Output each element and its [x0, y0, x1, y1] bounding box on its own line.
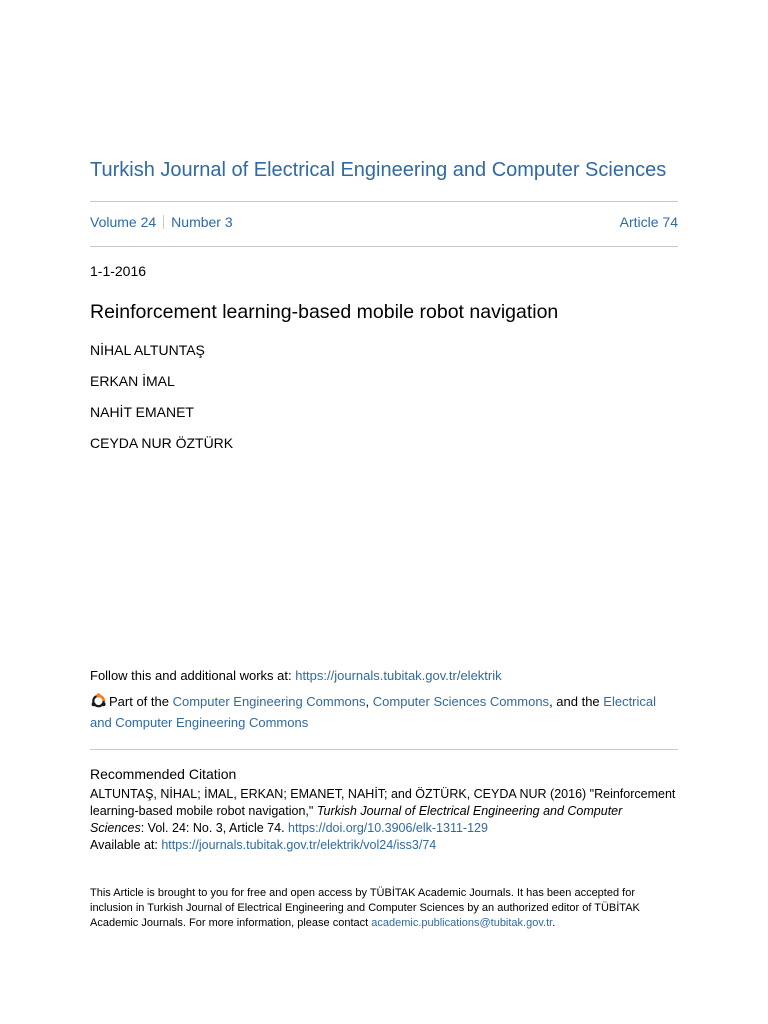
- citation-divider: [90, 749, 678, 750]
- computer-sciences-commons-link[interactable]: Computer Sciences Commons: [372, 694, 550, 709]
- author-1: NİHAL ALTUNTAŞ: [90, 342, 205, 358]
- part-of-sep-1: ,: [365, 694, 373, 709]
- commons-network-icon: [90, 692, 107, 709]
- follow-line: [90, 667, 502, 685]
- author-4: CEYDA NUR ÖZTÜRK: [90, 435, 234, 451]
- recommended-citation-heading: Recommended Citation: [90, 766, 237, 782]
- number-link[interactable]: Number 3: [171, 214, 233, 230]
- available-url-link[interactable]: https://journals.tubitak.gov.tr/elektrik/vol24/iss3/74: [161, 838, 437, 852]
- issue-separator: [163, 215, 164, 229]
- citation-block: [90, 786, 678, 854]
- access-note-text: This Article is brought to you for free and open access by TÜBİTAK Academic Journals. It has been accepted for inclusion in Turkish Journal of Electrical Engineering and Computer Sciences by an authorized editor of TÜBİTAK Academic Journals. For more information, please contact: [90, 887, 640, 929]
- doi-link[interactable]: https://doi.org/10.3906/elk-1311-129: [288, 821, 488, 835]
- article-title: Reinforcement learning-based mobile robot navigation: [90, 301, 559, 323]
- follow-url-link[interactable]: https://journals.tubitak.gov.tr/elektrik: [295, 668, 502, 683]
- article-link[interactable]: Article 74: [619, 214, 678, 230]
- volume-link[interactable]: Volume 24: [90, 214, 157, 230]
- citation-volume-text: : Vol. 24: No. 3, Article 74.: [140, 821, 289, 835]
- contact-email-link[interactable]: academic.publications@tubitak.gov.tr: [371, 917, 553, 929]
- author-2: ERKAN İMAL: [90, 373, 175, 389]
- top-divider: [90, 201, 678, 202]
- electrical-computer-engineering-commons-link[interactable]: Electrical and Computer Engineering Commons: [90, 694, 657, 730]
- issue-bar: [90, 212, 678, 232]
- available-label: Available at:: [90, 838, 162, 852]
- issue-divider: [90, 246, 678, 247]
- publication-date: 1-1-2016: [90, 263, 147, 279]
- author-3: NAHİT EMANET: [90, 404, 194, 420]
- follow-text: Follow this and additional works at:: [90, 668, 296, 683]
- access-note: [90, 886, 678, 931]
- part-of-prefix: Part of the: [109, 694, 173, 709]
- journal-title-link[interactable]: Turkish Journal of Electrical Engineering and Computer Sciences: [90, 159, 667, 181]
- access-note-end: .: [552, 917, 556, 929]
- part-of-commons: [90, 692, 678, 733]
- part-of-sep-2: , and the: [549, 694, 604, 709]
- citation-text: ALTUNTAŞ, NİHAL; İMAL, ERKAN; EMANET, NAHİT; and ÖZTÜRK, CEYDA NUR (2016) "Reinforcement learning-based mobile robot navigation,": [90, 787, 676, 818]
- computer-engineering-commons-link[interactable]: Computer Engineering Commons: [172, 694, 366, 709]
- citation-journal: Turkish Journal of Electrical Engineering and Computer Sciences: [90, 804, 623, 835]
